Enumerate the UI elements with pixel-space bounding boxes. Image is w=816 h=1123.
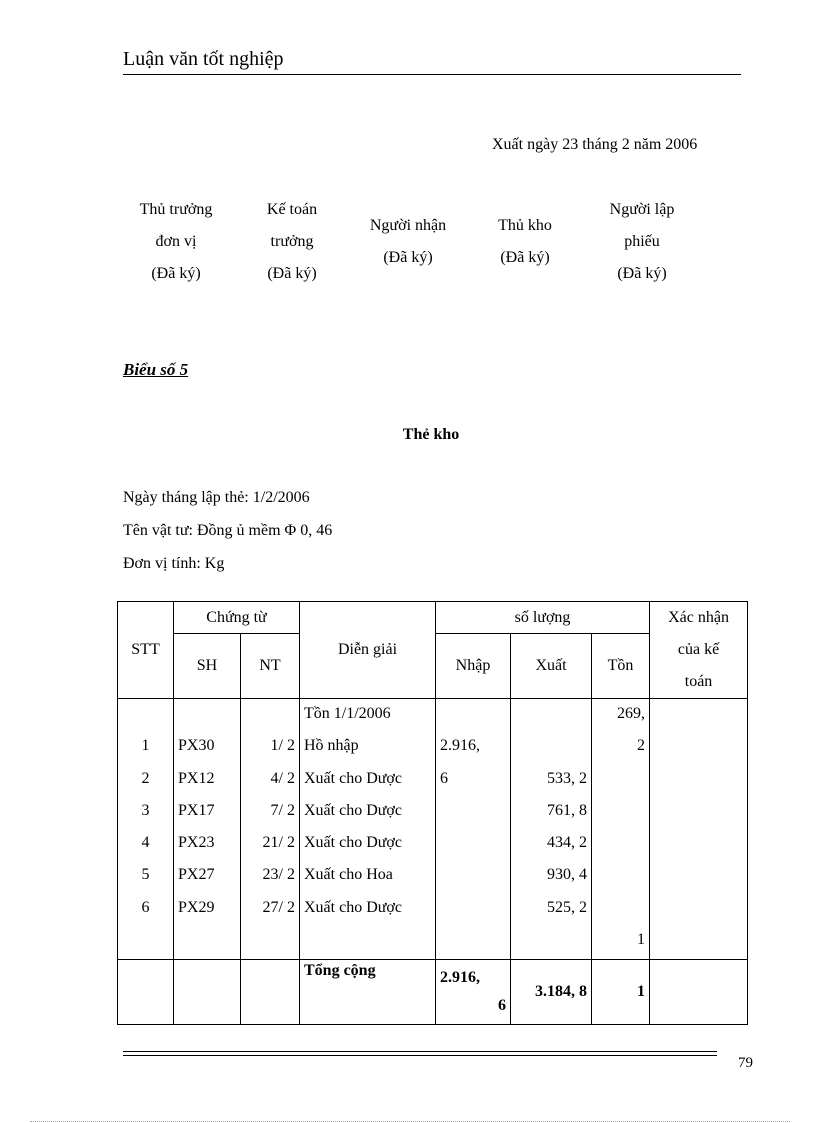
cell [515, 733, 587, 765]
cell [440, 895, 506, 927]
cell: 761, 8 [547, 801, 587, 819]
cell [440, 830, 506, 862]
stock-card-table [117, 601, 748, 1025]
column-nt [241, 699, 300, 960]
cell: 930, 4 [547, 866, 587, 884]
cell [245, 927, 295, 959]
footer-rule [123, 1055, 717, 1056]
cell [440, 798, 506, 830]
cell: 525, 2 [547, 898, 587, 916]
cell [596, 862, 645, 894]
cell: PX29 [178, 898, 215, 916]
cell: Tồn 1/1/2006 [304, 705, 391, 722]
header-confirm-line: của kế [677, 641, 720, 658]
cell: PX17 [178, 801, 215, 819]
total-import-line: 6 [498, 997, 506, 1015]
header-import: Nhập [436, 634, 511, 699]
signature-storekeeper [476, 210, 574, 274]
signature-note: (Đã ký) [617, 265, 667, 282]
info-material-line: Tên vật tư: Đồng ủ mềm Φ 0, 46 [123, 522, 333, 539]
header-description: Diễn giải [300, 602, 436, 699]
cell [596, 798, 645, 830]
signature-title-cont: trưởng [270, 233, 314, 250]
header-sh: SH [174, 634, 241, 699]
form-label: Biểu số 5 [123, 360, 189, 379]
cell: Xuất cho Dược [304, 801, 402, 819]
footer-rule [123, 1051, 717, 1052]
cell: 2.916, [440, 737, 480, 755]
info-date-line: Ngày tháng lập thẻ: 1/2/2006 [123, 489, 310, 506]
cell [122, 701, 169, 733]
cell [122, 927, 169, 959]
info-unit-line: Đơn vị tính: Kg [123, 555, 225, 572]
cell [440, 862, 506, 894]
cell: 4/ 2 [270, 769, 295, 787]
signature-note: (Đã ký) [500, 249, 550, 266]
cell: PX27 [178, 866, 215, 884]
cell: 27/ 2 [262, 898, 295, 916]
signature-title: Người nhận [369, 217, 447, 234]
cell: 269, [617, 705, 646, 722]
cell: 533, 2 [547, 769, 587, 787]
cell: Xuất cho Dược [304, 834, 402, 852]
header-stt: STT [118, 602, 174, 699]
cell: 3 [141, 801, 150, 819]
cell: 6 [440, 769, 448, 787]
total-label: Tổng cộng [300, 960, 436, 1025]
cell [178, 701, 236, 733]
cell: 1 [141, 737, 150, 755]
cell [596, 895, 645, 927]
card-title: Thẻ kho [402, 426, 460, 443]
page-header-title: Luận văn tốt nghiệp [123, 48, 284, 70]
cell [178, 927, 236, 959]
cell: 1/ 2 [270, 737, 295, 755]
cell [515, 927, 587, 959]
header-quantity: số lượng [436, 602, 650, 634]
signature-note: (Đã ký) [383, 249, 433, 266]
total-empty-cell [650, 960, 748, 1025]
column-description [300, 699, 436, 960]
cell: 2 [141, 769, 150, 787]
total-empty-cell [174, 960, 241, 1025]
page-bottom-divider [30, 1121, 790, 1122]
total-export: 3.184, 8 [511, 960, 592, 1025]
cell: Hồ nhập [304, 737, 359, 755]
cell: Xuất cho Dược [304, 898, 402, 916]
cell: 6 [141, 898, 150, 916]
cell: 5 [141, 866, 150, 884]
cell: 1 [637, 931, 646, 949]
signature-note: (Đã ký) [267, 265, 317, 282]
column-balance [592, 699, 650, 960]
cell [596, 830, 645, 862]
cell: 21/ 2 [262, 834, 295, 852]
cell [440, 701, 506, 733]
column-confirm [650, 699, 748, 960]
total-empty-cell [118, 960, 174, 1025]
signature-title: Người lập [609, 201, 675, 218]
column-import [436, 699, 511, 960]
header-rule [123, 74, 741, 75]
signature-receiver [352, 210, 464, 274]
issue-date: Xuất ngày 23 tháng 2 năm 2006 [492, 136, 698, 153]
cell [304, 927, 431, 959]
signature-title: Kế toán [266, 201, 318, 218]
cell: Xuất cho Dược [304, 769, 402, 787]
header-nt: NT [241, 634, 300, 699]
total-empty-cell [241, 960, 300, 1025]
cell: 4 [141, 834, 150, 852]
cell [596, 766, 645, 798]
signature-title-cont: đơn vị [155, 233, 197, 250]
signature-title: Thủ trưởng [139, 201, 213, 218]
total-balance: 1 [592, 960, 650, 1025]
cell: 2 [637, 737, 646, 755]
signature-preparer [588, 194, 696, 290]
cell [515, 701, 587, 733]
cell: PX30 [178, 737, 215, 755]
header-confirm-line: Xác nhận [668, 609, 729, 626]
signature-note: (Đã ký) [151, 265, 201, 282]
header-confirm-line: toán [684, 673, 713, 690]
cell: 7/ 2 [270, 801, 295, 819]
column-sh [174, 699, 241, 960]
column-stt [118, 699, 174, 960]
signature-head-of-unit [118, 194, 234, 290]
cell [245, 701, 295, 733]
cell: 23/ 2 [262, 866, 295, 884]
page-number: 79 [738, 1055, 753, 1071]
signature-title-cont: phiếu [624, 233, 660, 250]
cell [440, 927, 506, 959]
cell: PX12 [178, 769, 215, 787]
header-voucher: Chứng từ [174, 602, 300, 634]
header-export: Xuất [511, 634, 592, 699]
cell: Xuất cho Hoa [304, 866, 393, 884]
column-export [511, 699, 592, 960]
signature-chief-accountant [240, 194, 344, 290]
cell: PX23 [178, 834, 215, 852]
signature-title: Thủ kho [498, 217, 552, 234]
header-balance: Tồn [592, 634, 650, 699]
total-import [436, 960, 511, 1025]
cell: 434, 2 [547, 834, 587, 852]
total-import-line: 2.916, [440, 969, 480, 987]
header-confirm [650, 602, 748, 699]
